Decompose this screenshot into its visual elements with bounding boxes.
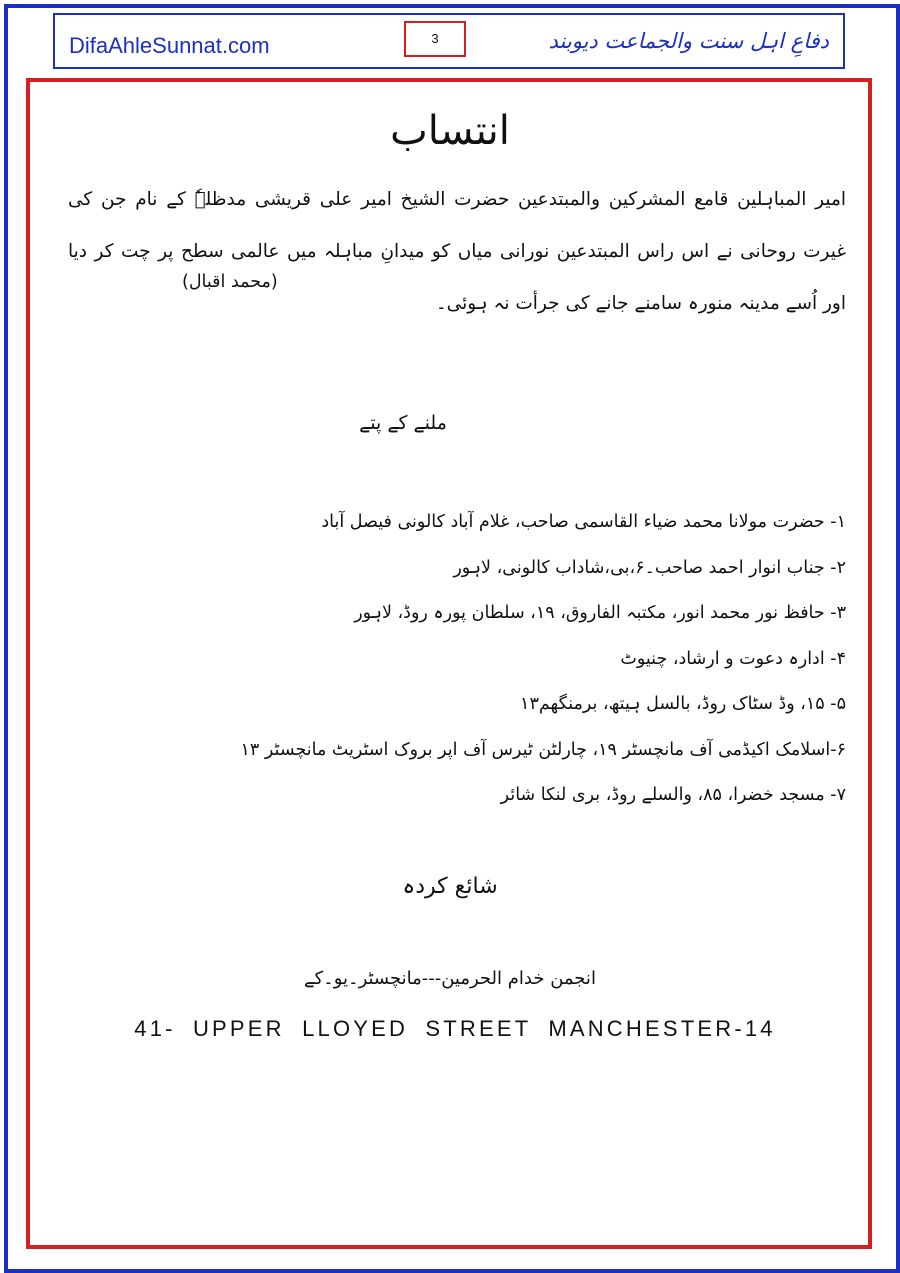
site-name-link[interactable]: DifaAhleSunnat.com — [69, 33, 270, 58]
address-item: ۷- مسجد خضرا، ۸۵، والسلے روڈ، بری لنکا شائر — [500, 785, 846, 805]
address-item: ۲- جناب انوار احمد صاحب۔۶،بی،شاداب کالونی، لاہور — [453, 557, 846, 578]
publisher-name: انجمن خدام الحرمین---مانچسٹر۔یو۔کے — [304, 968, 596, 989]
page-number: 3 — [404, 21, 466, 57]
address-item: ۱- حضرت مولانا محمد ضیاء القاسمی صاحب، غلام آباد کالونی فیصل آباد — [321, 512, 846, 532]
header-book-title: دفاعِ اہل سنت والجماعت دیوبند — [548, 29, 829, 53]
dedication-title: انتساب — [390, 108, 510, 154]
addresses-heading: ملنے کے پتے — [359, 412, 447, 434]
publisher-label: شائع کردہ — [402, 874, 498, 899]
address-item: ۵- ۱۵، وڈ سٹاک روڈ، بالسل ہیتھ، برمنگھم۱۳ — [520, 694, 846, 714]
address-list — [200, 502, 846, 821]
address-item: ۴- ادارہ دعوت و ارشاد، چنیوٹ — [620, 648, 846, 669]
address-item: ۳- حافظ نور محمد انور، مکتبہ الفاروق، ۱۹، سلطان پورہ روڈ، لاہور — [354, 603, 846, 623]
publisher-address: 41- UPPER LLOYED STREET MANCHESTER-14 — [134, 1016, 776, 1041]
dedication-signature: (محمد اقبال) — [182, 272, 278, 292]
page-header — [53, 13, 845, 69]
address-item: ۶-اسلامک اکیڈمی آف مانچسٹر ۱۹، چارلٹن ٹیرس آف اپر بروک اسٹریٹ مانچسٹر ۱۳ — [240, 739, 846, 760]
dedication-text: امیر المباہلین قامع المشرکین والمبتدعین حضرت الشیخ امیر علی قریشی مدظلہٗ کے نام جن کی غیرت روحانی نے اس راس المبتدعین نورانی میاں کو میدانِ مباہلہ میں عالمی سطح پر چت کر دیا اور اُسے مدینہ منورہ سامنے جانے کی جرأت نہ ہوئی۔ — [68, 189, 846, 314]
